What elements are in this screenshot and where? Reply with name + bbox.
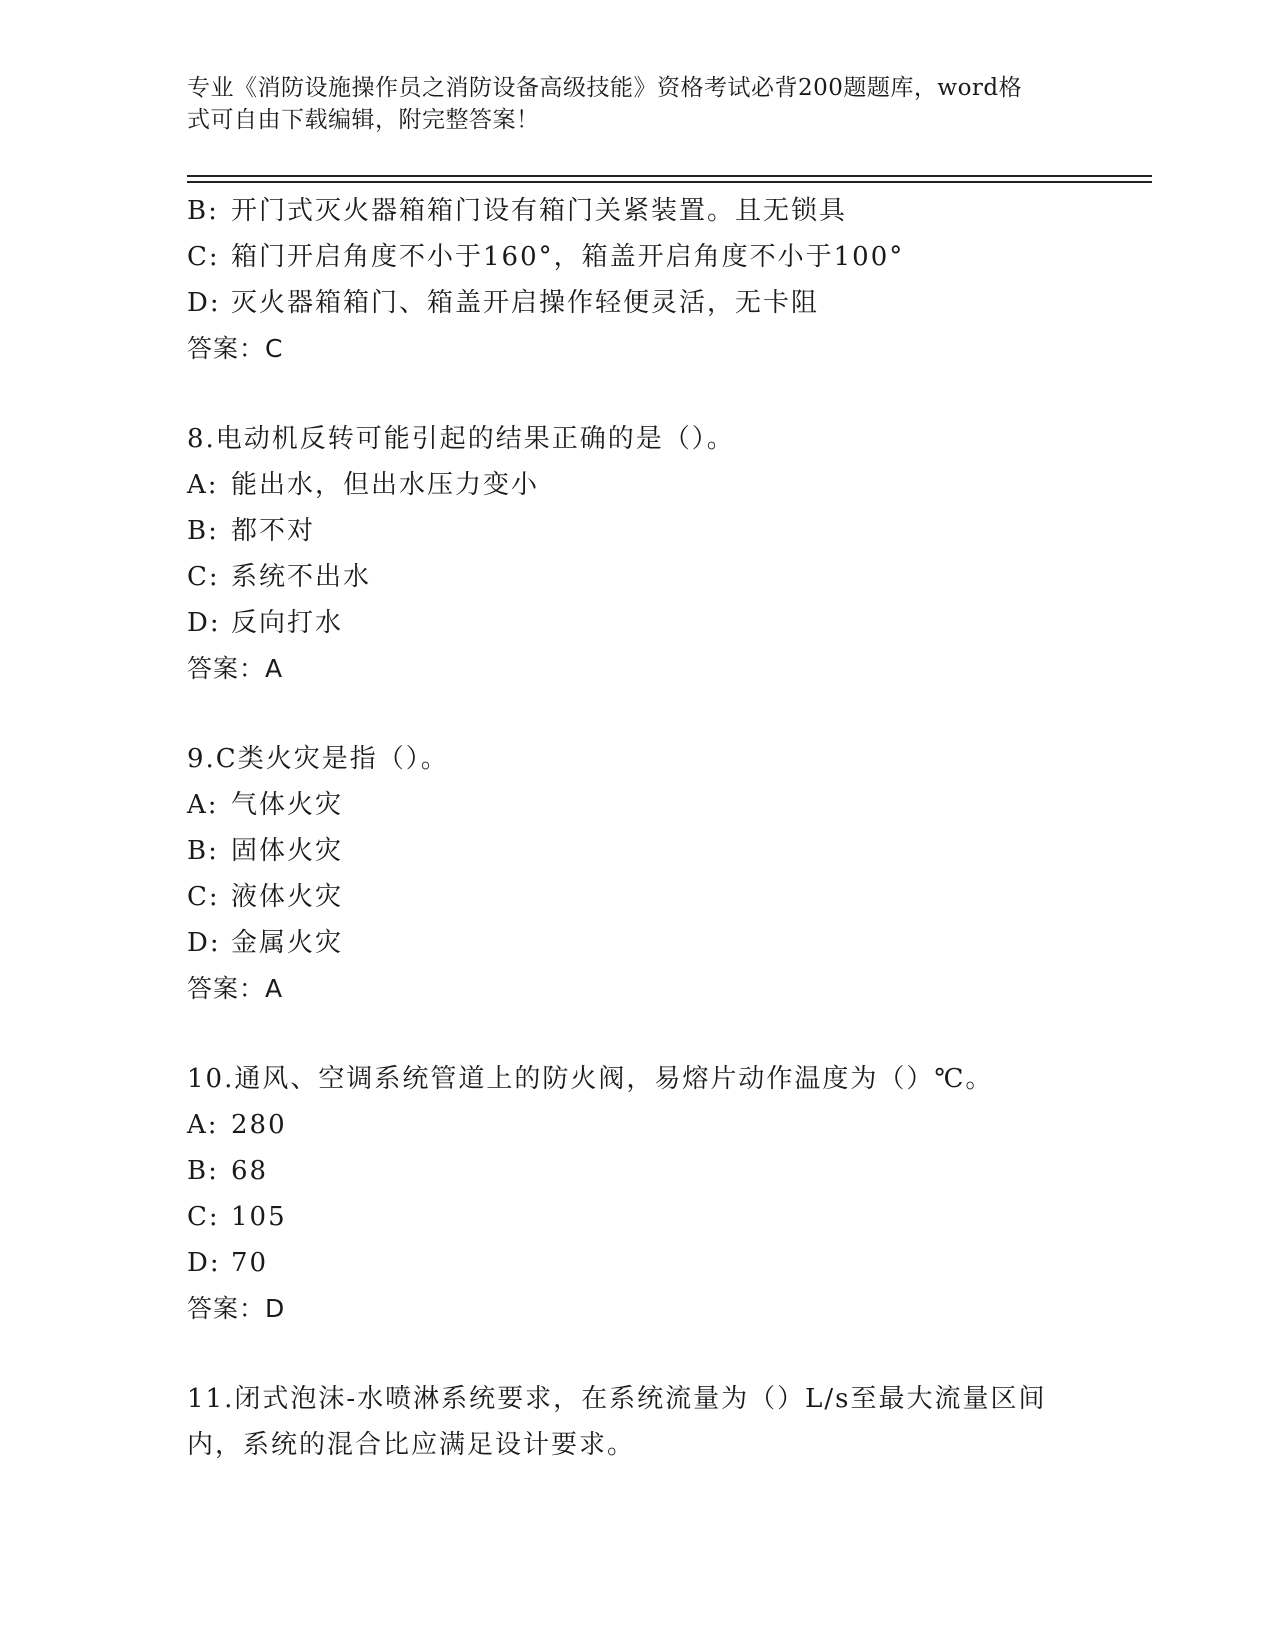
answer-label: 答案：: [187, 974, 266, 1003]
answer-label: 答案：: [187, 1294, 266, 1323]
option-d: [187, 280, 1127, 326]
option-key: C:: [187, 562, 220, 592]
question-stem-continued: 内，系统的混合比应满足设计要求。: [187, 1430, 636, 1460]
question-stem: 11.闭式泡沫-水喷淋系统要求，在系统流量为（）L/s至最大流量区间: [187, 1384, 1047, 1414]
question-stem: 8.电动机反转可能引起的结果正确的是（）。: [187, 424, 735, 454]
option-a: [187, 1102, 1127, 1148]
question-list: [187, 188, 1127, 1468]
option-b: [187, 508, 1127, 554]
header-divider-top: [187, 175, 1152, 177]
option-key: B:: [187, 516, 219, 546]
option-text: 系统不出水: [231, 562, 372, 592]
answer-label: 答案：: [187, 654, 266, 683]
option-c: [187, 874, 1127, 920]
option-b: [187, 188, 1127, 234]
option-c: [187, 234, 1127, 280]
option-d: [187, 600, 1127, 646]
header-divider-bottom: [187, 181, 1152, 183]
option-key: B:: [187, 196, 219, 226]
option-text: 70: [231, 1248, 269, 1278]
question-10: [187, 1056, 1127, 1332]
option-text: 固体火灾: [231, 836, 344, 866]
header-line-1: 专业《消防设施操作员之消防设备高级技能》资格考试必背200题题库，word格: [187, 75, 1023, 101]
option-b: [187, 828, 1127, 874]
answer-value: A: [265, 654, 284, 683]
question-8: [187, 416, 1127, 692]
option-key: B:: [187, 836, 219, 866]
option-key: B:: [187, 1156, 219, 1186]
header-line-2: 式可自由下载编辑，附完整答案！: [187, 107, 540, 133]
option-key: A:: [187, 1110, 219, 1140]
question-9: [187, 736, 1127, 1012]
option-key: A:: [187, 790, 219, 820]
spacer: [187, 372, 1127, 416]
option-d: [187, 920, 1127, 966]
spacer: [187, 1332, 1127, 1376]
option-key: D:: [187, 608, 221, 638]
option-a: [187, 782, 1127, 828]
option-key: D:: [187, 288, 221, 318]
question-partial: [187, 188, 1127, 372]
answer-value: C: [265, 334, 284, 363]
option-text: 液体火灾: [231, 882, 344, 912]
option-text: 灭火器箱箱门、箱盖开启操作轻便灵活，无卡阻: [231, 288, 820, 318]
option-text: 金属火灾: [231, 928, 344, 958]
option-text: 反向打水: [231, 608, 344, 638]
answer-label: 答案：: [187, 334, 266, 363]
option-key: A:: [187, 470, 219, 500]
spacer: [187, 692, 1127, 736]
option-key: C:: [187, 1202, 220, 1232]
option-text: 都不对: [231, 516, 316, 546]
answer-line: [187, 646, 1127, 692]
option-d: [187, 1240, 1127, 1286]
option-text: 105: [231, 1202, 287, 1232]
option-b: [187, 1148, 1127, 1194]
answer-line: [187, 966, 1127, 1012]
answer-line: [187, 326, 1127, 372]
option-c: [187, 554, 1127, 600]
option-text: 68: [231, 1156, 269, 1186]
option-text: 箱门开启角度不小于160°，箱盖开启角度不小于100°: [231, 242, 905, 272]
option-text: 气体火灾: [231, 790, 344, 820]
option-key: D:: [187, 1248, 221, 1278]
document-header: [187, 72, 1067, 136]
option-key: D:: [187, 928, 221, 958]
option-a: [187, 462, 1127, 508]
question-stem: 9.C类火灾是指（）。: [187, 744, 449, 774]
answer-value: A: [265, 974, 284, 1003]
option-c: [187, 1194, 1127, 1240]
option-text: 能出水，但出水压力变小: [231, 470, 540, 500]
question-11: [187, 1376, 1127, 1468]
spacer: [187, 1012, 1127, 1056]
question-stem: 10.通风、空调系统管道上的防火阀，易熔片动作温度为（）℃。: [187, 1064, 994, 1094]
answer-value: D: [265, 1294, 286, 1323]
answer-line: [187, 1286, 1127, 1332]
option-text: 开门式灭火器箱箱门设有箱门关紧装置。且无锁具: [231, 196, 848, 226]
option-text: 280: [231, 1110, 287, 1140]
option-key: C:: [187, 882, 220, 912]
option-key: C:: [187, 242, 220, 272]
